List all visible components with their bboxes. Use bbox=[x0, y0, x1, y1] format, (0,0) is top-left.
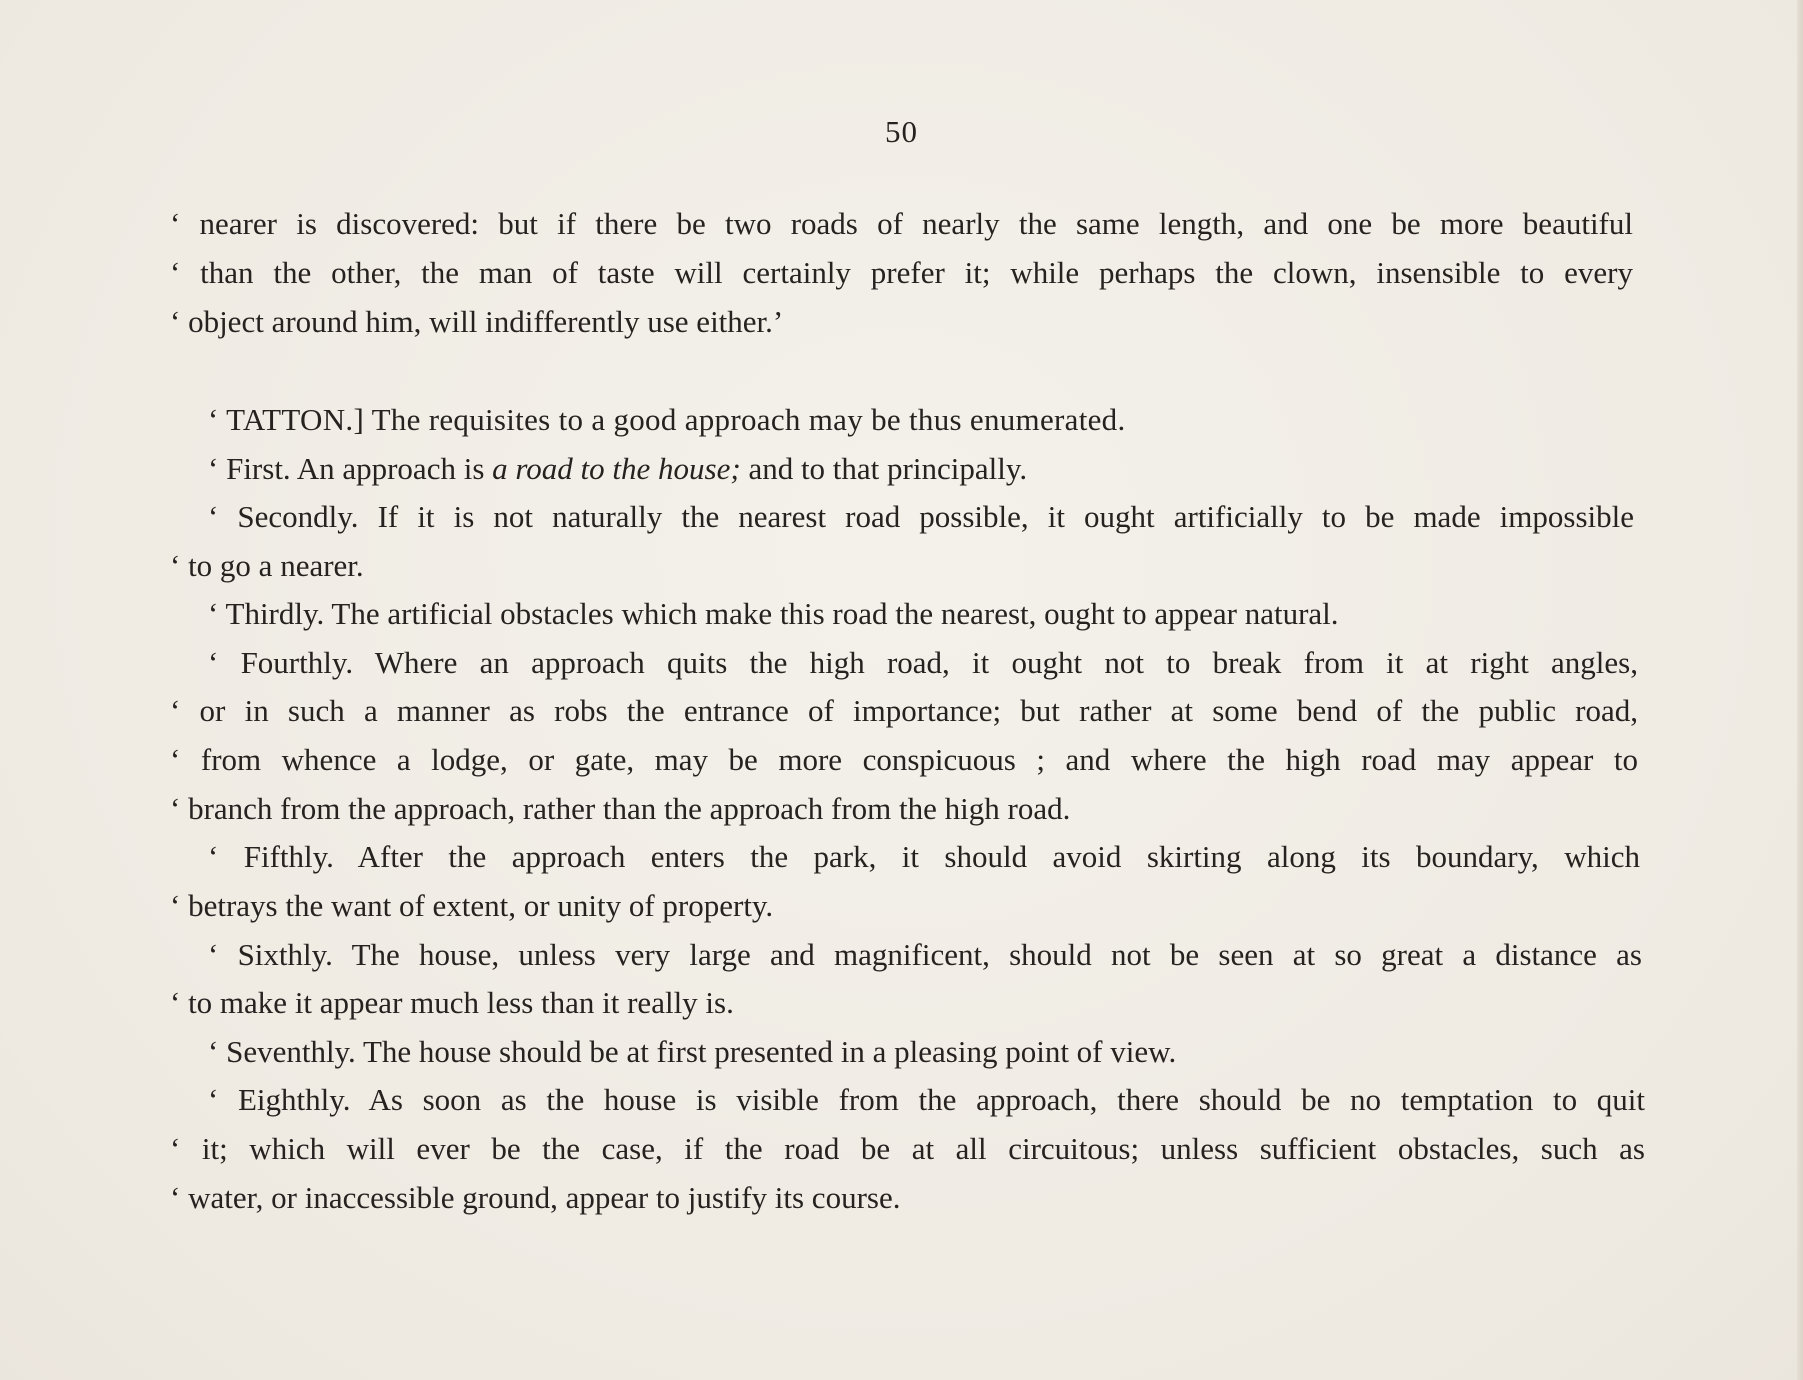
text-line: ‘ Fifthly. After the approach enters the park, it should avoid skirting along its boundary, which bbox=[208, 839, 1640, 874]
emphasis-text: a road to the house; bbox=[492, 451, 741, 486]
text-line: ‘ nearer is discovered: but if there be two roads of nearly the same length, and one be more beautiful bbox=[170, 206, 1633, 241]
text-line: ‘ from whence a lodge, or gate, may be more conspicuous ; and where the high road may appear to bbox=[170, 742, 1638, 777]
text-line: ‘ to make it appear much less than it really is. bbox=[170, 985, 734, 1020]
text-run: ‘ First. An approach is bbox=[208, 451, 493, 486]
text-line: ‘ betrays the want of extent, or unity of property. bbox=[170, 888, 774, 923]
text-line: ‘ to go a nearer. bbox=[170, 548, 364, 583]
text-line: ‘ Fourthly. Where an approach quits the high road, it ought not to break from it at right angles, bbox=[208, 645, 1638, 680]
text-line: ‘ it; which will ever be the case, if the road be at all circuitous; unless sufficient obstacles, such as bbox=[170, 1131, 1645, 1166]
text-line: ‘ branch from the approach, rather than the approach from the high road. bbox=[170, 791, 1071, 826]
text-line: ‘ than the other, the man of taste will certainly prefer it; while perhaps the clown, insensible to every bbox=[170, 255, 1633, 290]
text-line bbox=[208, 449, 1027, 489]
text-line: ‘ water, or inaccessible ground, appear to justify its course. bbox=[170, 1180, 901, 1215]
text-line: ‘ Secondly. If it is not naturally the nearest road possible, it ought artificially to be made impossible bbox=[208, 499, 1634, 534]
text-line: ‘ or in such a manner as robs the entrance of importance; but rather at some bend of the public road, bbox=[170, 693, 1638, 728]
page-number: 50 bbox=[885, 114, 918, 149]
text-line: ‘ Sixthly. The house, unless very large and magnificent, should not be seen at so great a distance as bbox=[208, 937, 1642, 972]
text-line: ‘ Thirdly. The artificial obstacles which make this road the nearest, ought to appear natural. bbox=[208, 596, 1339, 631]
text-line: ‘ TATTON.] The requisites to a good approach may be thus enumerated. bbox=[208, 402, 1126, 437]
text-line: ‘ object around him, will indifferently use either.’ bbox=[170, 304, 784, 339]
text-line: ‘ Seventhly. The house should be at first presented in a pleasing point of view. bbox=[208, 1034, 1177, 1069]
text-line: ‘ Eighthly. As soon as the house is visible from the approach, there should be no temptation to quit bbox=[208, 1082, 1645, 1117]
page-edge bbox=[1797, 0, 1803, 1380]
text-run: and to that principally. bbox=[740, 451, 1028, 486]
